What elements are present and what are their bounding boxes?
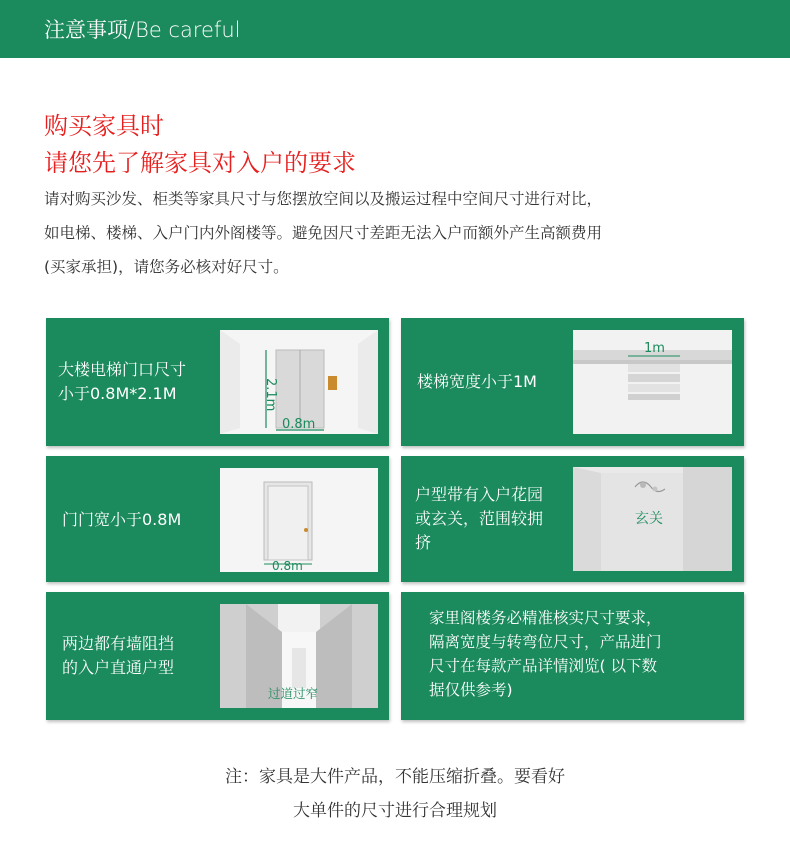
door-width-text: 0.8m bbox=[272, 559, 303, 572]
card-door bbox=[46, 456, 389, 582]
heading-line-1: 购买家具时 bbox=[44, 112, 164, 140]
card-garden-line-2: 或玄关，范围较拥 bbox=[415, 509, 544, 528]
card-attic-line-1: 家里阁楼务必精准核实尺寸要求， bbox=[429, 609, 662, 627]
card-garden-line-1: 户型带有入户花园 bbox=[415, 485, 544, 504]
garden-illustration bbox=[573, 467, 732, 571]
elevator-width-text: 0.8m bbox=[282, 417, 316, 432]
stairs-illustration bbox=[573, 330, 732, 434]
card-elevator bbox=[46, 318, 389, 446]
card-attic bbox=[401, 592, 744, 720]
garden-sign-text: 玄关 bbox=[635, 511, 663, 527]
intro-line-2: 如电梯、楼梯、入户门内外阁楼等。避免因尺寸差距无法入户而额外产生高额费用 bbox=[44, 224, 603, 242]
elevator-illustration bbox=[220, 330, 378, 434]
section-title bbox=[44, 14, 240, 44]
elevator-height-text: 2.1m bbox=[263, 378, 278, 412]
card-corridor-line-2: 的入户直通户型 bbox=[62, 658, 175, 677]
card-elevator-label bbox=[58, 358, 186, 406]
corridor-caption: 过道过窄 bbox=[268, 686, 319, 701]
card-garden-line-3: 挤 bbox=[415, 533, 432, 552]
stairs-width-text: 1m bbox=[644, 341, 665, 356]
intro-line-1: 请对购买沙发、柜类等家具尺寸与您摆放空间以及搬运过程中空间尺寸进行对比， bbox=[44, 190, 603, 208]
card-attic-line-4: 据仅供参考) bbox=[429, 681, 513, 699]
section-title-en: /Be careful bbox=[128, 18, 241, 42]
card-garden bbox=[401, 456, 744, 582]
intro-line-3: (买家承担)，请您务必核对好尺寸。 bbox=[44, 258, 289, 276]
card-stairs bbox=[401, 318, 744, 446]
intro-paragraph bbox=[44, 182, 754, 284]
card-garden-label bbox=[415, 483, 543, 555]
card-door-label: 门门宽小于0.8M bbox=[62, 510, 182, 529]
card-attic-label bbox=[429, 606, 662, 702]
card-corridor-line-1: 两边都有墙阻挡 bbox=[62, 634, 175, 653]
card-attic-line-2: 隔离宽度与转弯位尺寸，产品进门 bbox=[429, 633, 662, 651]
heading-line-2: 请您先了解家具对入户的要求 bbox=[44, 149, 356, 177]
card-attic-line-3: 尺寸在每款产品详情浏览( 以下数 bbox=[429, 657, 657, 675]
card-stairs-label: 楼梯宽度小于1M bbox=[417, 372, 537, 391]
footer-note-line-1: 注：家具是大件产品，不能压缩折叠。要看好 bbox=[225, 767, 565, 787]
section-header bbox=[0, 0, 790, 58]
card-elevator-line-1: 大楼电梯门口尺寸 bbox=[58, 360, 187, 379]
card-elevator-line-2: 小于0.8M*2.1M bbox=[58, 384, 177, 403]
card-corridor-label bbox=[62, 632, 174, 680]
footer-note-line-2: 大单件的尺寸进行合理规划 bbox=[293, 801, 497, 821]
card-corridor bbox=[46, 592, 389, 720]
door-illustration bbox=[220, 468, 378, 572]
corridor-illustration bbox=[220, 604, 378, 708]
section-title-cn: 注意事项 bbox=[44, 18, 128, 42]
